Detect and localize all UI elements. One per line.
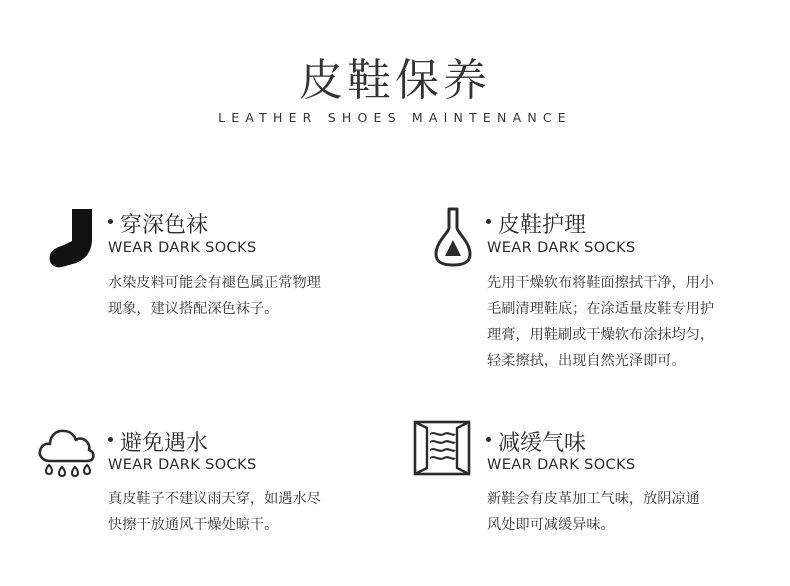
page-subtitle: LEATHER SHOES MAINTENANCE	[218, 110, 572, 125]
section-subtitle: WEAR DARK SOCKS	[108, 457, 257, 473]
rain-cloud-icon	[36, 425, 96, 483]
section-subtitle: WEAR DARK SOCKS	[487, 240, 636, 256]
section-body: 先用干燥软布将鞋面擦拭干净，用小 毛刷清理鞋底；在涂适量皮鞋专用护 理膏，用鞋刷或干燥软布涂抹均匀， 轻柔擦拭，出现自然光泽即可。	[487, 275, 715, 369]
open-window-icon	[413, 420, 471, 476]
section-title: 皮鞋护理	[498, 213, 587, 238]
bullet-dot	[486, 219, 491, 224]
section-body: 真皮鞋子不建议雨天穿，如遇水尽 快擦干放通风干燥处晾干。	[108, 491, 321, 533]
bullet-dot	[486, 437, 491, 442]
bullet-dot	[108, 437, 113, 442]
sock-icon	[46, 207, 98, 269]
section-body: 新鞋会有皮革加工气味，放阴凉通 风处即可减缓异味。	[487, 491, 700, 533]
section-title: 减缓气味	[498, 431, 587, 456]
bullet-dot	[108, 219, 113, 224]
section-subtitle: WEAR DARK SOCKS	[487, 457, 636, 473]
section-title: 避免遇水	[120, 431, 209, 456]
section-subtitle: WEAR DARK SOCKS	[108, 240, 257, 256]
section-body: 水染皮料可能会有褪色属正常物理 现象，建议搭配深色袜子。	[108, 275, 321, 317]
section-title: 穿深色袜	[120, 213, 209, 238]
polish-bottle-icon	[432, 206, 474, 268]
page-title: 皮鞋保养	[299, 55, 491, 106]
